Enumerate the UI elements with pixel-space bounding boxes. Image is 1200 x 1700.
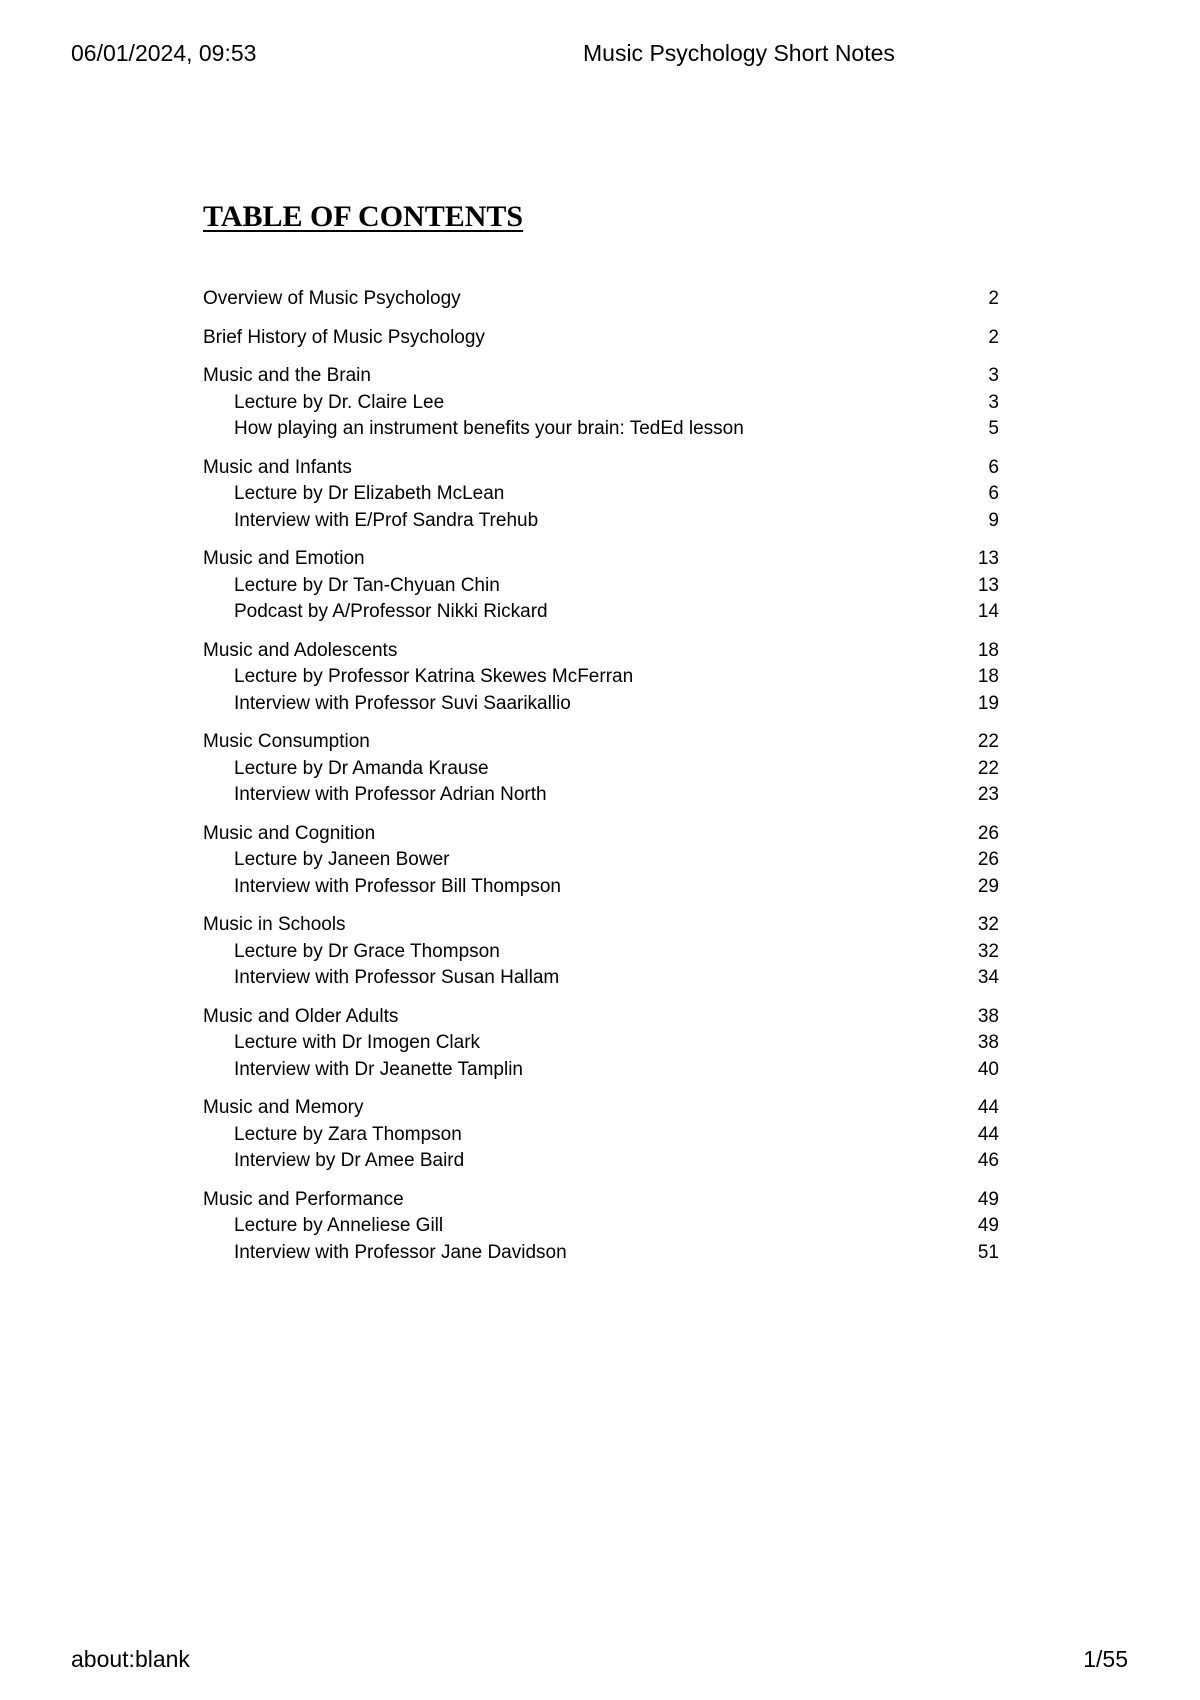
- toc-subentry: [203, 416, 999, 443]
- toc-entry-page-number: 38: [977, 1005, 999, 1027]
- document-title: Music Psychology Short Notes: [583, 40, 895, 66]
- toc-entry-title: Music Consumption: [203, 731, 370, 752]
- toc-subentry-title: Lecture by Dr. Claire Lee: [234, 391, 445, 413]
- toc-entry-title: Music and Memory: [203, 1097, 364, 1118]
- toc-entry: [203, 286, 999, 313]
- toc-entry-title: Music and Cognition: [203, 822, 376, 844]
- toc-subentry-page-number: 5: [988, 418, 999, 439]
- toc-entry-page-number: 2: [988, 326, 999, 348]
- toc-subentry-page-number: 34: [977, 967, 999, 988]
- toc-entry: [203, 1187, 999, 1214]
- toc-entry-page-number: 6: [988, 456, 999, 478]
- toc-subentry: [203, 573, 999, 600]
- toc-entry: [203, 325, 999, 352]
- toc-subentry-page-number: 40: [977, 1058, 999, 1080]
- toc-section: [203, 638, 999, 718]
- toc-subentry-title: Lecture by Anneliese Gill: [234, 1215, 444, 1236]
- table-of-contents: [203, 286, 999, 1278]
- toc-section: [203, 1187, 999, 1267]
- toc-section: [203, 1095, 999, 1175]
- toc-section: [203, 286, 999, 313]
- toc-subentry: [203, 1213, 999, 1240]
- toc-subentry-page-number: 49: [977, 1215, 999, 1236]
- toc-section: [203, 821, 999, 901]
- page-url: about:blank: [71, 1646, 190, 1672]
- toc-subentry-title: Interview with Dr Jeanette Tamplin: [234, 1058, 523, 1080]
- print-footer: [0, 1646, 1200, 1676]
- toc-entry-title: Music and Older Adults: [203, 1005, 399, 1027]
- toc-subentry-title: Lecture by Dr Grace Thompson: [234, 940, 500, 962]
- toc-section: [203, 325, 999, 352]
- toc-subentry-page-number: 26: [977, 849, 999, 870]
- toc-subentry: [203, 782, 999, 809]
- toc-subentry-title: Interview by Dr Amee Baird: [234, 1150, 465, 1171]
- toc-section: [203, 729, 999, 809]
- toc-section: [203, 546, 999, 626]
- toc-subentry-page-number: 9: [988, 509, 999, 531]
- toc-entry-title: Music and Performance: [203, 1188, 404, 1210]
- toc-subentry-title: Interview with Professor Jane Davidson: [234, 1241, 567, 1263]
- toc-section: [203, 1004, 999, 1084]
- toc-subentry: [203, 1057, 999, 1084]
- toc-subentry-title: Interview with Professor Susan Hallam: [234, 967, 560, 988]
- toc-entry: [203, 363, 999, 390]
- toc-subentry: [203, 1122, 999, 1149]
- toc-subentry-title: Podcast by A/Professor Nikki Rickard: [234, 601, 548, 622]
- toc-section: [203, 455, 999, 535]
- toc-subentry: [203, 965, 999, 992]
- toc-section: [203, 912, 999, 992]
- toc-subentry: [203, 691, 999, 718]
- toc-subentry: [203, 1240, 999, 1267]
- toc-entry: [203, 546, 999, 573]
- toc-entry-page-number: 3: [988, 365, 999, 386]
- toc-subentry: [203, 874, 999, 901]
- toc-entry-page-number: 2: [988, 288, 999, 309]
- toc-subentry-title: Lecture by Dr Elizabeth McLean: [234, 483, 505, 504]
- toc-entry-page-number: 22: [977, 731, 999, 752]
- toc-entry: [203, 1004, 999, 1031]
- print-datetime: 06/01/2024, 09:53: [71, 40, 257, 66]
- toc-subentry: [203, 847, 999, 874]
- toc-subentry-title: Lecture by Professor Katrina Skewes McFerran: [234, 666, 634, 687]
- toc-entry: [203, 729, 999, 756]
- toc-subentry-page-number: 19: [977, 692, 999, 714]
- toc-subentry-page-number: 13: [977, 574, 999, 596]
- toc-subentry-title: Lecture by Janeen Bower: [234, 849, 450, 870]
- toc-subentry-title: How playing an instrument benefits your brain: TedEd lesson: [234, 418, 744, 439]
- toc-subentry: [203, 939, 999, 966]
- toc-entry-title: Music and Infants: [203, 456, 352, 478]
- toc-section: [203, 363, 999, 443]
- toc-subentry-page-number: 6: [988, 483, 999, 504]
- toc-subentry-title: Lecture with Dr Imogen Clark: [234, 1032, 481, 1053]
- toc-subentry-page-number: 51: [977, 1241, 999, 1263]
- toc-entry: [203, 912, 999, 939]
- toc-subentry-title: Interview with Professor Adrian North: [234, 784, 547, 805]
- toc-subentry-title: Interview with Professor Bill Thompson: [234, 875, 561, 897]
- toc-subentry-page-number: 14: [977, 601, 999, 622]
- toc-subentry-title: Lecture by Zara Thompson: [234, 1123, 462, 1145]
- toc-subentry-title: Interview with Professor Suvi Saarikallio: [234, 692, 571, 714]
- toc-subentry-page-number: 29: [977, 875, 999, 897]
- toc-entry-title: Music in Schools: [203, 914, 346, 935]
- page-count: 1/55: [1083, 1646, 1128, 1672]
- toc-entry-title: Brief History of Music Psychology: [203, 326, 485, 348]
- toc-subentry-title: Lecture by Dr Tan-Chyuan Chin: [234, 574, 500, 596]
- toc-subentry: [203, 1148, 999, 1175]
- toc-entry: [203, 455, 999, 482]
- toc-subentry-page-number: 23: [977, 784, 999, 805]
- toc-subentry: [203, 664, 999, 691]
- toc-entry-page-number: 32: [977, 914, 999, 935]
- toc-subentry-page-number: 38: [977, 1032, 999, 1053]
- toc-entry-title: Music and the Brain: [203, 365, 371, 386]
- toc-entry-title: Music and Adolescents: [203, 639, 398, 661]
- toc-subentry-title: Lecture by Dr Amanda Krause: [234, 757, 489, 779]
- toc-entry: [203, 821, 999, 848]
- toc-subentry-page-number: 44: [977, 1123, 999, 1145]
- toc-subentry: [203, 756, 999, 783]
- toc-entry: [203, 1095, 999, 1122]
- toc-subentry-page-number: 3: [988, 391, 999, 413]
- toc-subentry: [203, 390, 999, 417]
- toc-subentry: [203, 599, 999, 626]
- toc-entry-page-number: 26: [977, 822, 999, 844]
- toc-subentry-title: Interview with E/Prof Sandra Trehub: [234, 509, 539, 531]
- toc-entry-title: Music and Emotion: [203, 548, 365, 569]
- toc-entry: [203, 638, 999, 665]
- toc-heading: TABLE OF CONTENTS: [203, 200, 524, 233]
- toc-subentry: [203, 481, 999, 508]
- toc-subentry: [203, 1030, 999, 1057]
- toc-entry-page-number: 13: [977, 548, 999, 569]
- toc-subentry: [203, 508, 999, 535]
- toc-entry-page-number: 44: [977, 1097, 999, 1118]
- toc-subentry-page-number: 22: [977, 757, 999, 779]
- toc-entry-page-number: 18: [977, 639, 999, 661]
- print-header: [0, 40, 1200, 70]
- toc-entry-page-number: 49: [977, 1188, 999, 1210]
- toc-subentry-page-number: 18: [977, 666, 999, 687]
- toc-subentry-page-number: 46: [977, 1150, 999, 1171]
- toc-subentry-page-number: 32: [977, 940, 999, 962]
- toc-entry-title: Overview of Music Psychology: [203, 288, 461, 309]
